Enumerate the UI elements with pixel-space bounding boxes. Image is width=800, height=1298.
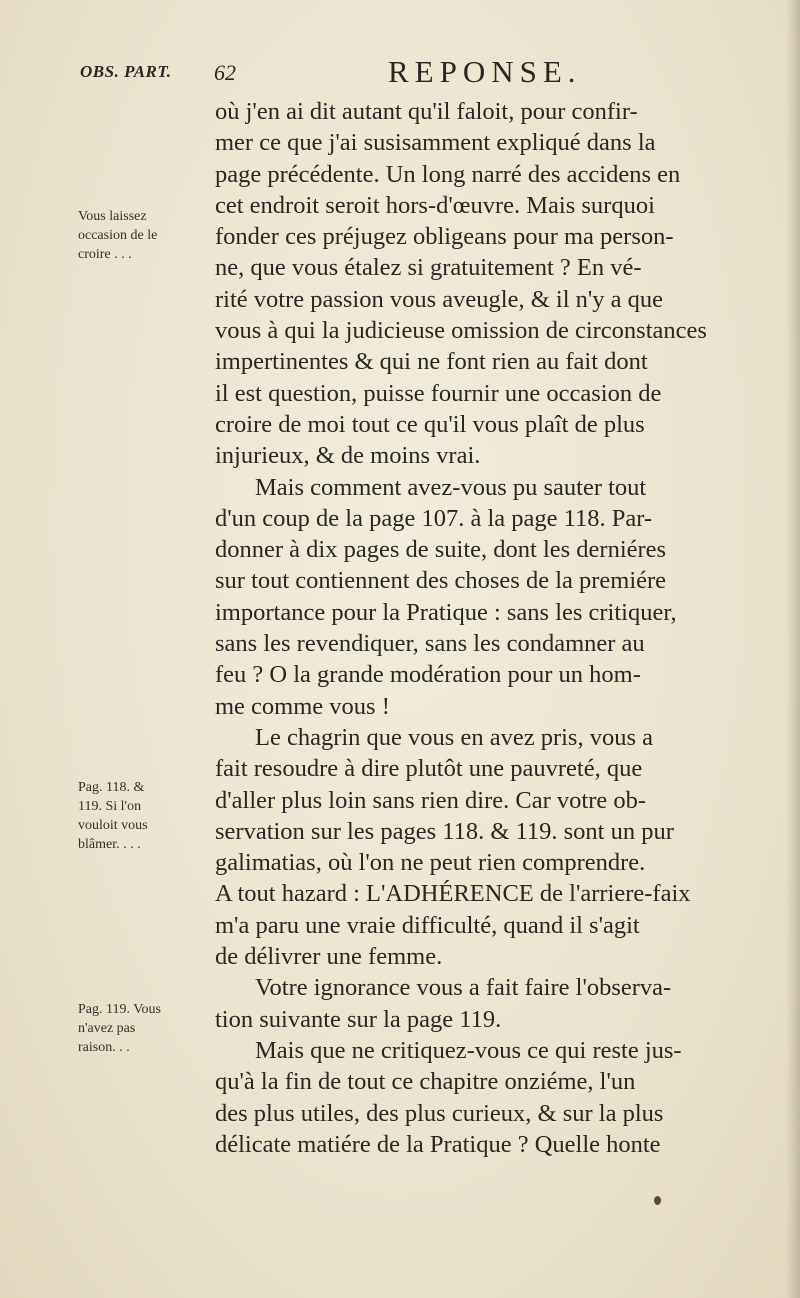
text-line: il est question, puisse fournir une occasion de — [215, 379, 662, 407]
text-line: importance pour la Pratique : sans les critiquer, — [215, 598, 677, 626]
text-line: feu ? O la grande modération pour un hom- — [215, 661, 641, 689]
margin-note-line: Pag. 118. & — [78, 780, 145, 795]
text-line: fait resoudre à dire plutôt une pauvreté, que — [215, 755, 643, 783]
margin-note-line: occasion de le — [78, 228, 158, 243]
page-number: 62 — [214, 60, 236, 85]
margin-note-line: n'avez pas — [78, 1021, 136, 1036]
margin-note-line: croire . . . — [78, 247, 132, 262]
margin-note-line: Vous laissez — [78, 209, 147, 224]
text-line: où j'en ai dit autant qu'il faloit, pour confir- — [215, 98, 638, 125]
ink-speck — [654, 1196, 661, 1205]
text-line: A tout hazard : L'ADHÉRENCE de l'arriere-faix — [215, 880, 691, 908]
text-line: galimatias, où l'on ne peut rien comprendre. — [215, 849, 646, 877]
body-text — [215, 96, 771, 1160]
text-line: page précédente. Un long narré des accidens en — [215, 160, 681, 188]
text-line: m'a paru une vraie difficulté, quand il s'agit — [215, 911, 640, 939]
text-line: sans les revendiquer, sans les condamner au — [215, 630, 645, 658]
text-line: des plus utiles, des plus curieux, & sur la plus — [215, 1099, 664, 1127]
text-line: d'un coup de la page 107. à la page 118. Par- — [215, 504, 653, 532]
text-line: vous à qui la judicieuse omission de circonstances — [215, 317, 707, 345]
text-line: croire de moi tout ce qu'il vous plaît de plus — [215, 410, 645, 438]
text-line: fonder ces préjugez obligeans pour ma person- — [215, 223, 674, 251]
text-line: rité votre passion vous aveugle, & il n'y a que — [215, 285, 664, 313]
margin-note-2 — [78, 778, 208, 854]
page-edge-shadow — [786, 0, 800, 1298]
margin-note-line: blâmer. . . . — [78, 837, 141, 852]
running-title: REPONSE. — [388, 54, 582, 89]
text-line: donner à dix pages de suite, dont les derniéres — [215, 536, 667, 564]
paragraph-start-line: Mais que ne critiquez-vous ce qui reste jus- — [255, 1036, 682, 1064]
margin-note-line: Pag. 119. Vous — [78, 1002, 161, 1017]
margin-note-3 — [78, 1000, 208, 1057]
paragraph-start-line: Mais comment avez-vous pu sauter tout — [255, 473, 647, 501]
text-line: qu'à la fin de tout ce chapitre onziéme, l'un — [215, 1068, 636, 1096]
text-line: me comme vous ! — [215, 692, 390, 720]
text-line: sur tout contiennent des choses de la premiére — [215, 567, 667, 595]
margin-note-line: 119. Si l'on — [78, 799, 142, 814]
text-line: mer ce que j'ai susisamment expliqué dans la — [215, 129, 656, 157]
paragraph-start-line: Le chagrin que vous en avez pris, vous a — [255, 723, 653, 751]
paragraph-start-line: Votre ignorance vous a fait faire l'observa- — [255, 974, 672, 1002]
text-line: servation sur les pages 118. & 119. sont un pur — [215, 817, 674, 845]
text-line: tion suivante sur la page 119. — [215, 1005, 502, 1033]
text-line: impertinentes & qui ne font rien au fait dont — [215, 348, 648, 376]
margin-note-line: vouloit vous — [78, 818, 148, 833]
running-head-left: OBS. PART. — [80, 62, 172, 81]
text-line: délicate matiére de la Pratique ? Quelle honte — [215, 1130, 661, 1158]
text-line: cet endroit seroit hors-d'œuvre. Mais surquoi — [215, 191, 655, 219]
margin-note-1 — [78, 207, 208, 264]
text-line: ne, que vous étalez si gratuitement ? En vé- — [215, 254, 642, 282]
text-line: d'aller plus loin sans rien dire. Car votre ob- — [215, 786, 647, 814]
page-header — [0, 52, 800, 92]
text-line: injurieux, & de moins vrai. — [215, 442, 481, 470]
margin-note-line: raison. . . — [78, 1040, 130, 1055]
text-line: de délivrer une femme. — [215, 943, 443, 971]
